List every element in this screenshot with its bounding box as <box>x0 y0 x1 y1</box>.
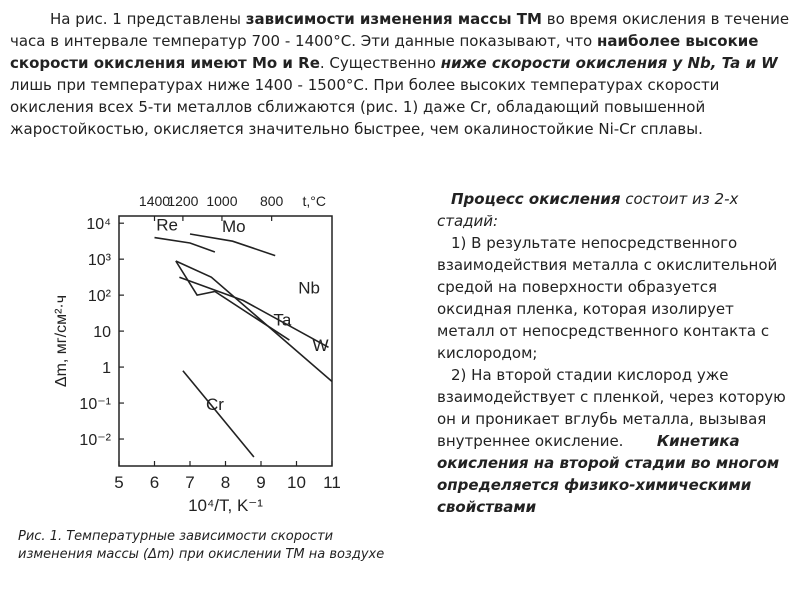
y-tick-label: 10 <box>93 324 111 342</box>
x-tick-label: 8 <box>220 473 231 492</box>
intro-bold-2: наиболее высокие скорости окисления имеют Mo и Re <box>10 32 759 72</box>
stage-1-text: 1) В результате непосредственного взаимодействия металла с окислительной средой на поверхности образуется оксидная пленка, которая изолирует металл от непосредственного контакта с кислородом; <box>437 234 778 362</box>
y-tick-label: 10³ <box>87 252 111 270</box>
y-tick-label: 10² <box>87 288 111 306</box>
oxidation-chart <box>0 188 430 518</box>
series-line-re <box>155 238 215 252</box>
process-title-rest: состоит из 2-х стадий: <box>437 190 739 230</box>
intro-bold-1: зависимости изменения массы ТМ <box>245 10 542 28</box>
series-label-nb: Nb <box>298 278 321 298</box>
x-tick-label: 6 <box>149 473 160 492</box>
y-tick-label: 10⁻¹ <box>79 396 111 414</box>
process-title-bold: Процесс окисления <box>451 190 621 208</box>
top-tick-label: 1000 <box>206 193 238 209</box>
top-tick-label: 1400 <box>138 193 171 209</box>
series-label-re: Re <box>156 215 179 235</box>
chart-series <box>155 234 333 457</box>
y-tick-label: 1 <box>102 360 111 378</box>
x-tick-label: 9 <box>256 473 266 492</box>
intro-text-3: . Существенно <box>319 54 441 72</box>
intro-bold-italic: ниже скорости окисления у Nb, Ta и W <box>440 54 778 72</box>
series-label-cr: Cr <box>205 395 224 415</box>
series-line-mo <box>190 234 275 256</box>
chart-frame <box>119 216 332 466</box>
process-title <box>437 188 793 232</box>
stage-2 <box>437 364 793 518</box>
y-tick-label: 10⁴ <box>86 216 111 234</box>
top-tick-label: 800 <box>259 193 284 209</box>
plot-frame <box>119 216 332 466</box>
y-tick-label: 10⁻² <box>79 432 111 450</box>
x-axis-label: 10⁴/T, K⁻¹ <box>188 496 263 515</box>
figure-caption: Рис. 1. Температурные зависимости скорости изменения массы (Δm) при окислении ТМ на воздухе <box>18 529 385 562</box>
x-tick-label: 7 <box>185 473 195 492</box>
series-label-w: W <box>312 335 329 355</box>
x-tick-label: 11 <box>323 473 341 492</box>
x-tick-label: 10 <box>287 473 306 492</box>
process-description <box>437 188 793 518</box>
x-tick-label: 5 <box>114 473 124 492</box>
stage-2-bold: Кинетика окисления на второй стадии во многом определяется физико-химическими свойствами <box>437 432 780 516</box>
series-label-ta: Ta <box>273 310 292 330</box>
y-axis-label: Δm, мг/см²·ч <box>53 294 70 388</box>
stage-2-text: 2) На второй стадии кислород уже взаимодействует с пленкой, через которую он и проникает вглубь металла, вызывая внутреннее окисление. <box>437 366 786 450</box>
series-label-mo: Mo <box>221 217 246 237</box>
top-axis-label: t,°C <box>302 193 326 209</box>
intro-text-1: На рис. 1 представлены <box>50 10 246 28</box>
series-line-ta <box>176 261 290 340</box>
stage-1 <box>437 232 793 364</box>
intro-text-4: лишь при температурах ниже 1400 - 1500°С. При более высоких температурах скорости окисления всех 5-ти металлов сближаются (рис. 1) даже Cr, обладающий повышенной жаростойкостью, окисляется значительно быстрее, чем окалиностойкие Ni-Cr сплавы. <box>10 76 720 138</box>
top-tick-label: 1200 <box>167 193 199 209</box>
intro-paragraph <box>10 8 790 140</box>
intro-text-2: во время окисления в течение часа в интервале температур 700 - 1400°С. Эти данные показывают, что <box>10 10 790 50</box>
